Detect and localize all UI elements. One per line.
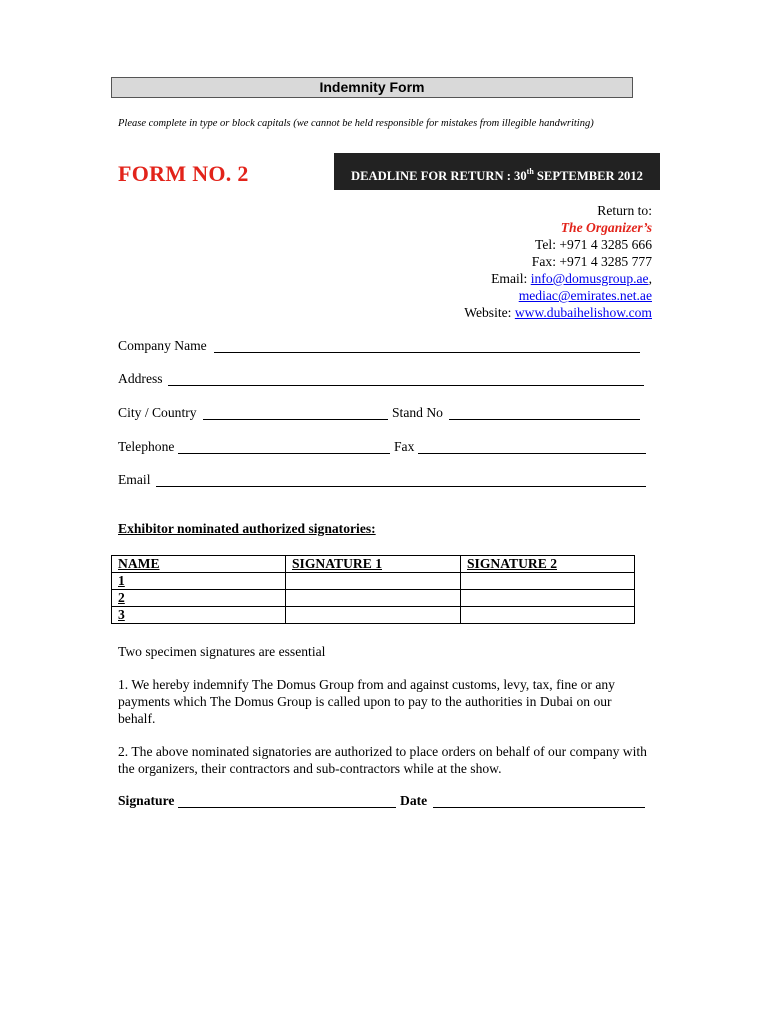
email-label-field: Email [118, 472, 151, 487]
return-contact-block [322, 202, 652, 321]
form-title: Indemnity Form [111, 77, 633, 98]
telephone-field[interactable] [178, 453, 390, 454]
return-to-label: Return to: [597, 203, 652, 218]
email-link-info[interactable]: info@domusgroup.ae [530, 271, 649, 286]
email-link-mediac[interactable]: mediac@emirates.net.ae [518, 288, 652, 303]
table-row [112, 573, 635, 590]
stand-no-label: Stand No [392, 405, 443, 420]
website-info [322, 304, 652, 321]
fax-label: Fax [394, 439, 415, 454]
col-signature2-header: SIGNATURE 2 [461, 556, 635, 573]
table-row [112, 590, 635, 607]
date-field[interactable] [433, 807, 645, 808]
indemnity-clause-1: 1. We hereby indemnify The Domus Group from and against customs, levy, tax, fine or any payments which The Domus Group is called upon to pay to the authorities in Dubai on our behalf. [118, 677, 615, 726]
col-signature1-header: SIGNATURE 1 [286, 556, 461, 573]
col-name-header: NAME [112, 556, 286, 573]
deadline-sup: th [526, 167, 534, 176]
signatories-table [111, 555, 635, 624]
address-field[interactable] [168, 385, 644, 386]
telephone-label: Telephone [118, 439, 175, 454]
signature1-cell[interactable] [286, 607, 461, 624]
company-name-field[interactable] [214, 352, 640, 353]
company-name-label: Company Name [118, 338, 207, 353]
signature1-cell[interactable] [286, 573, 461, 590]
email-field[interactable] [156, 486, 646, 487]
row-number[interactable]: 3 [112, 607, 286, 624]
row-number[interactable]: 1 [112, 573, 286, 590]
address-label: Address [118, 371, 163, 386]
email-info-2 [322, 287, 652, 304]
fax-info: Fax: +971 4 3285 777 [531, 254, 652, 269]
deadline-prefix: DEADLINE FOR RETURN : 30 [351, 169, 527, 183]
city-country-field[interactable] [203, 419, 388, 420]
email-info [322, 270, 652, 287]
signature2-cell[interactable] [461, 573, 635, 590]
stand-no-field[interactable] [449, 419, 640, 420]
signature2-cell[interactable] [461, 590, 635, 607]
signature2-cell[interactable] [461, 607, 635, 624]
deadline-suffix: SEPTEMBER 2012 [533, 169, 643, 183]
specimen-note: Two specimen signatures are essential [118, 644, 326, 659]
indemnity-clause-2: 2. The above nominated signatories are authorized to place orders on behalf of our company with the organizers, their contractors and sub-contractors while at the show. [118, 744, 647, 776]
email-label: Email: [491, 271, 531, 286]
signatories-heading: Exhibitor nominated authorized signatories: [118, 521, 376, 536]
instructions-note: Please complete in type or block capitals (we cannot be held responsible for mistakes from illegible handwriting) [118, 118, 594, 129]
row-number[interactable]: 2 [112, 590, 286, 607]
date-label: Date [400, 793, 428, 808]
website-label: Website: [464, 305, 515, 320]
form-number: FORM NO. 2 [118, 161, 249, 186]
signature1-cell[interactable] [286, 590, 461, 607]
signature-field[interactable] [178, 807, 396, 808]
city-country-label: City / Country [118, 405, 197, 420]
deadline-banner [334, 153, 660, 190]
website-link[interactable]: www.dubaihelishow.com [514, 305, 652, 320]
email-separator: , [648, 271, 652, 286]
fax-field[interactable] [418, 453, 646, 454]
signature-label: Signature [118, 793, 175, 808]
telephone-info: Tel: +971 4 3285 666 [535, 237, 652, 252]
organizer-name: The Organizer’s [560, 220, 652, 235]
table-header-row [112, 556, 635, 573]
table-row [112, 607, 635, 624]
